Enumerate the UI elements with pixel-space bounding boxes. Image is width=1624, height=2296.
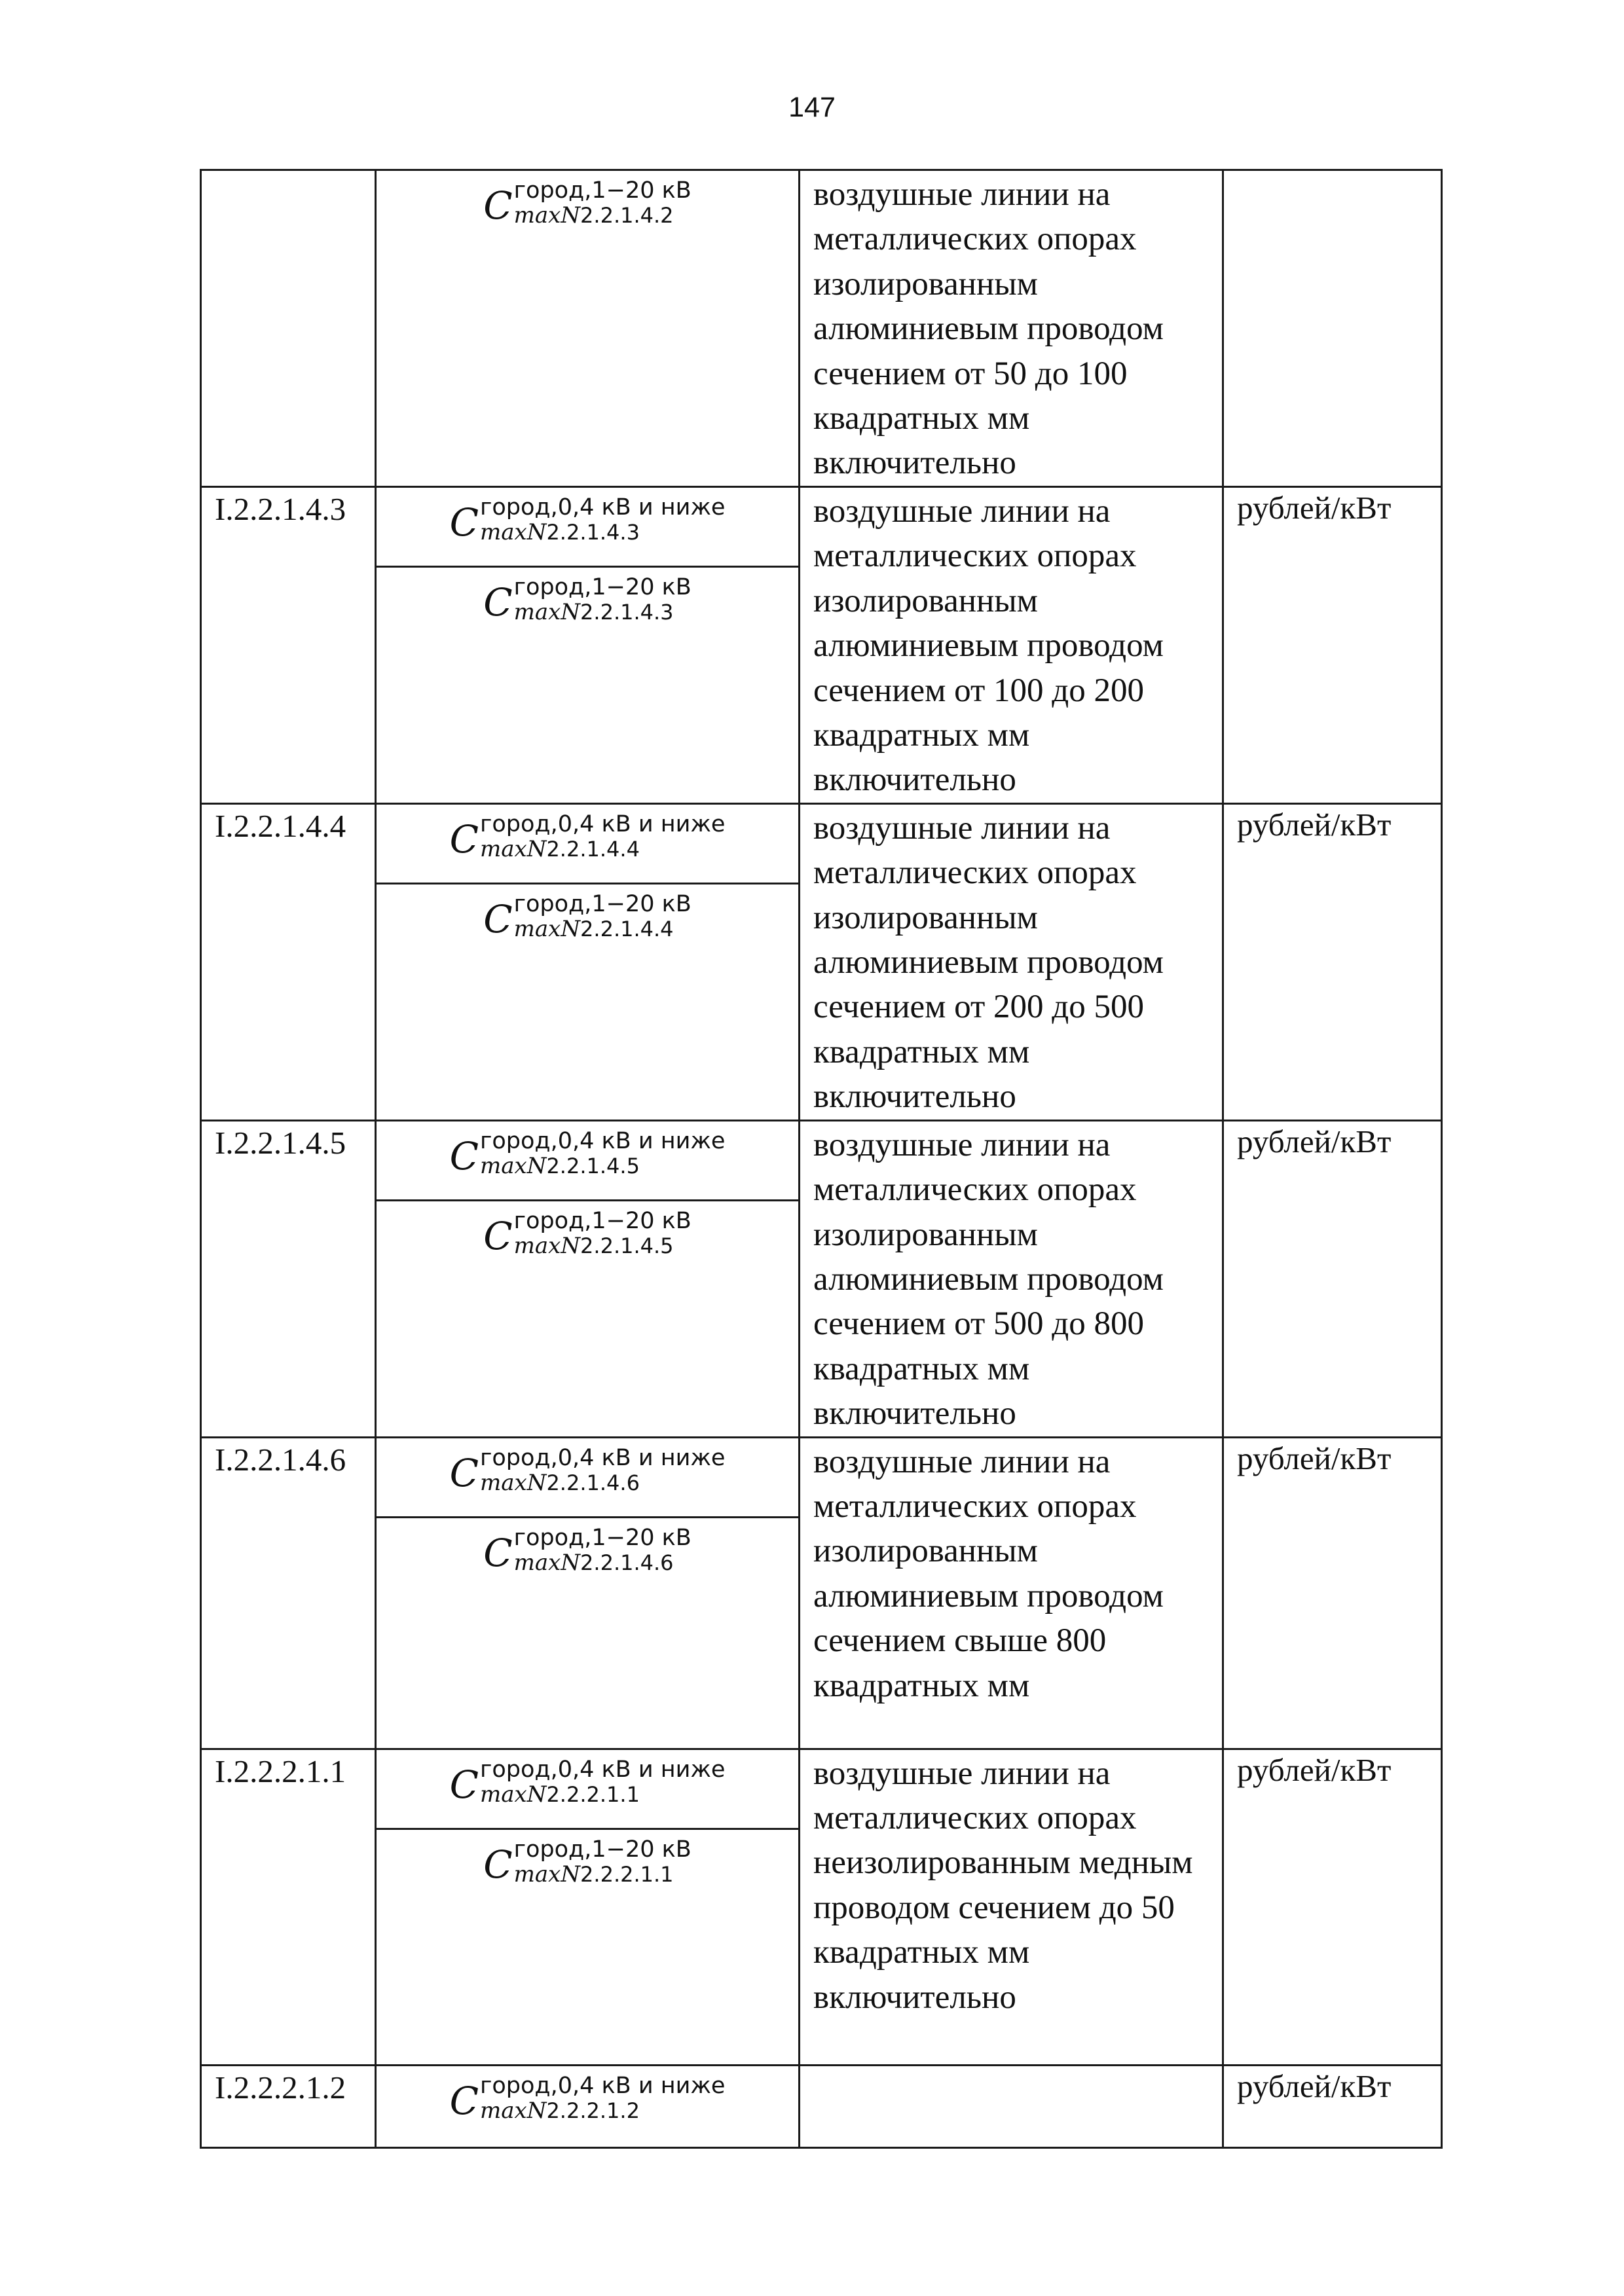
formula-superscript: город,0,4 кВ и ниже	[480, 1756, 726, 1783]
formula-superscript: город,1−20 кВ	[513, 574, 692, 600]
formula-superscript: город,1−20 кВ	[513, 1207, 692, 1234]
formula-subscript-index: 2.2.1.4.3	[580, 600, 674, 625]
code-cell	[201, 487, 376, 804]
formula-symbol: C	[449, 1133, 479, 1178]
code-cell	[201, 170, 376, 487]
formula-cell	[376, 1120, 800, 1437]
formula-superscript: город,0,4 кВ и ниже	[480, 1127, 726, 1154]
row-description: воздушные линии на металлических опорах изолированным алюминиевым проводом сечением от 200 до 500 квадратных мм включительно	[813, 809, 1164, 1116]
formula-symbol: C	[483, 896, 513, 941]
formula-high-voltage	[377, 171, 798, 227]
row-unit: рублей/кВт	[1237, 2068, 1392, 2104]
formula-cell	[376, 1749, 800, 2065]
row-unit	[1224, 171, 1441, 172]
formula-symbol: C	[483, 1842, 513, 1887]
formula-low-voltage	[377, 1438, 798, 1518]
description-cell	[800, 1749, 1223, 2065]
formula-cell	[376, 803, 800, 1120]
unit-cell	[1223, 170, 1442, 487]
formula-subscript-prefix: maxN	[480, 1781, 547, 1808]
formula-subscript-index: 2.2.2.1.2	[546, 2098, 640, 2123]
formula-cell	[376, 2065, 800, 2147]
row-description: воздушные линии на металлических опорах изолированным алюминиевым проводом сечением от 100 до 200 квадратных мм включительно	[813, 493, 1164, 799]
formula-symbol: C	[449, 1762, 479, 1807]
formula-cell	[376, 1437, 800, 1749]
row-description: воздушные линии на металлических опорах изолированным алюминиевым проводом сечением от 50 до 100 квадратных мм включительно	[813, 176, 1164, 482]
formula-symbol: C	[449, 1450, 479, 1495]
code-cell	[201, 1437, 376, 1749]
formula-superscript: город,0,4 кВ и ниже	[480, 2072, 726, 2099]
description-cell	[800, 170, 1223, 487]
unit-cell	[1223, 803, 1442, 1120]
table-row	[201, 487, 1442, 804]
row-unit: рублей/кВт	[1237, 1751, 1392, 1788]
formula-low-voltage	[377, 488, 798, 568]
formula-low-voltage	[377, 805, 798, 884]
unit-cell	[1223, 1120, 1442, 1437]
table-row	[201, 803, 1442, 1120]
description-cell	[800, 487, 1223, 804]
table-row	[201, 1437, 1442, 1749]
formula-cell	[376, 487, 800, 804]
formula-superscript: город,1−20 кВ	[513, 1836, 692, 1863]
formula-symbol: C	[449, 816, 479, 862]
formula-subscript-prefix: maxN	[480, 1152, 547, 1179]
formula-subscript-prefix: maxN	[513, 1549, 581, 1576]
formula-symbol: C	[483, 183, 513, 228]
formula-low-voltage	[377, 2066, 798, 2123]
formula-subscript-index: 2.2.1.4.5	[546, 1153, 640, 1178]
formula-subscript-prefix: maxN	[513, 1232, 581, 1259]
row-unit: рублей/кВт	[1237, 1123, 1392, 1159]
formula-superscript: город,0,4 кВ и ниже	[480, 494, 726, 520]
formula-subscript-prefix: maxN	[513, 202, 581, 228]
row-code: I.2.2.2.1.2	[215, 2069, 346, 2105]
formula-cell	[376, 170, 800, 487]
formula-symbol: C	[449, 500, 479, 545]
description-cell	[800, 1120, 1223, 1437]
formula-subscript-index: 2.2.2.1.1	[580, 1861, 674, 1887]
formula-subscript-index: 2.2.1.4.5	[580, 1233, 674, 1258]
page-number: 147	[788, 92, 836, 123]
formula-high-voltage	[377, 884, 798, 941]
formula-superscript: город,1−20 кВ	[513, 890, 692, 917]
formula-subscript-index: 2.2.1.4.3	[546, 520, 640, 545]
row-code: I.2.2.1.4.3	[215, 491, 346, 527]
row-unit: рублей/кВт	[1237, 806, 1392, 843]
formula-subscript-index: 2.2.1.4.6	[546, 1470, 640, 1495]
row-description: воздушные линии на металлических опорах изолированным алюминиевым проводом сечением от 500 до 800 квадратных мм включительно	[813, 1126, 1164, 1432]
formula-subscript-prefix: maxN	[480, 2097, 547, 2124]
formula-superscript: город,1−20 кВ	[513, 1524, 692, 1551]
row-code: I.2.2.1.4.4	[215, 807, 346, 844]
unit-cell	[1223, 2065, 1442, 2147]
row-code: I.2.2.1.4.5	[215, 1124, 346, 1161]
row-description: воздушные линии на металлических опорах неизолированным медным проводом сечением до 50 квадратных мм включительно	[813, 1755, 1193, 2016]
formula-low-voltage	[377, 1121, 798, 1201]
formula-symbol: C	[483, 1530, 513, 1575]
tariff-table	[200, 169, 1443, 2149]
code-cell	[201, 2065, 376, 2147]
row-unit: рублей/кВт	[1237, 490, 1392, 526]
formula-high-voltage	[377, 1518, 798, 1575]
formula-low-voltage	[377, 1750, 798, 1830]
formula-subscript-prefix: maxN	[513, 599, 581, 625]
unit-cell	[1223, 487, 1442, 804]
formula-superscript: город,1−20 кВ	[513, 177, 692, 204]
formula-subscript-index: 2.2.1.4.4	[580, 916, 674, 941]
formula-subscript-index: 2.2.1.4.4	[546, 836, 640, 862]
code-cell	[201, 803, 376, 1120]
row-description: воздушные линии на металлических опорах изолированным алюминиевым проводом сечением свыше 800 квадратных мм	[813, 1443, 1164, 1704]
formula-superscript: город,0,4 кВ и ниже	[480, 811, 726, 837]
formula-symbol: C	[449, 2078, 479, 2123]
formula-high-voltage	[377, 568, 798, 624]
row-code: I.2.2.2.1.1	[215, 1753, 346, 1789]
formula-high-voltage	[377, 1830, 798, 1886]
table-row	[201, 1749, 1442, 2065]
formula-symbol: C	[483, 1213, 513, 1258]
code-cell	[201, 1120, 376, 1437]
formula-subscript-index: 2.2.1.4.2	[580, 203, 674, 228]
formula-subscript-prefix: maxN	[480, 519, 547, 545]
unit-cell	[1223, 1749, 1442, 2065]
formula-subscript-prefix: maxN	[480, 835, 547, 862]
formula-subscript-index: 2.2.2.1.1	[546, 1781, 640, 1807]
table-row	[201, 2065, 1442, 2147]
description-cell	[800, 1437, 1223, 1749]
formula-subscript-prefix: maxN	[480, 1469, 547, 1496]
table-row	[201, 1120, 1442, 1437]
row-description	[800, 2066, 1222, 2068]
description-cell	[800, 2065, 1223, 2147]
unit-cell	[1223, 1437, 1442, 1749]
formula-subscript-index: 2.2.1.4.6	[580, 1550, 674, 1575]
row-code	[202, 171, 375, 173]
formula-subscript-prefix: maxN	[513, 915, 581, 942]
formula-subscript-prefix: maxN	[513, 1861, 581, 1887]
table-row	[201, 170, 1442, 487]
description-cell	[800, 803, 1223, 1120]
formula-symbol: C	[483, 580, 513, 625]
row-unit: рублей/кВт	[1237, 1440, 1392, 1476]
code-cell	[201, 1749, 376, 2065]
row-code: I.2.2.1.4.6	[215, 1441, 346, 1478]
formula-superscript: город,0,4 кВ и ниже	[480, 1444, 726, 1471]
formula-high-voltage	[377, 1201, 798, 1258]
